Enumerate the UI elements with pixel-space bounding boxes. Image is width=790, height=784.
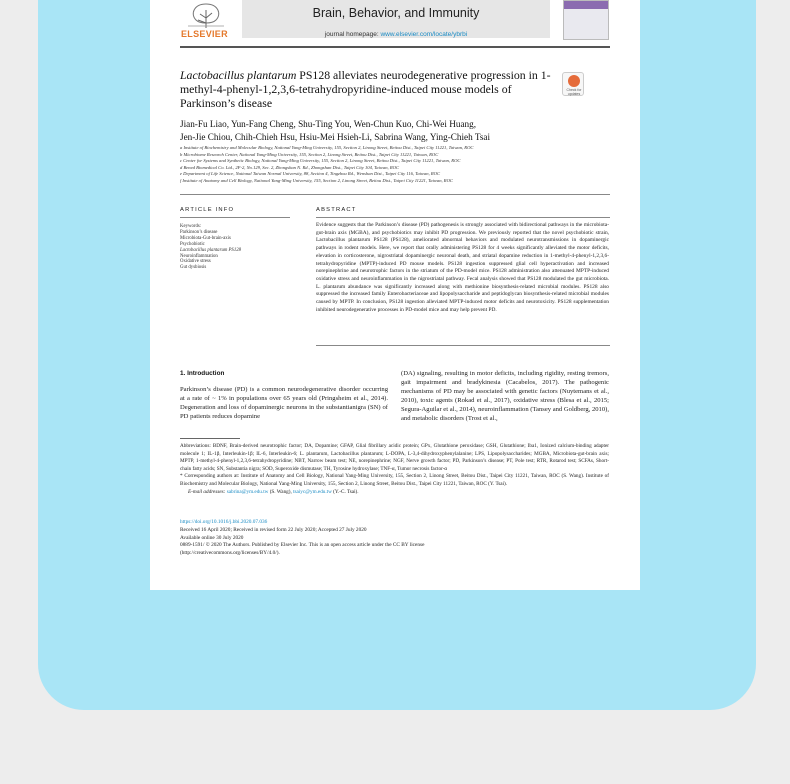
keyword: Microbiota-Gut-brain-axis <box>180 235 231 241</box>
email-owner: (Y.-C. Tsai). <box>331 488 359 495</box>
copyright: 0889-1591/ © 2020 The Authors. Published by Elsevier Inc. This is an open access article under the CC BY license <box>180 542 425 549</box>
header-rule <box>180 46 610 48</box>
affiliations <box>180 145 600 184</box>
divider <box>180 217 290 218</box>
intro-left-column: Parkinson’s disease (PD) is a common neurodegenerative disorder occurring at a rate of ~ 1% in populations over 65 years old (Pringsheim et al., 2014). Degeneration and loss of dopaminergic neurons in the substantianigra (SN) of PD patients reduces dopamine <box>180 386 388 420</box>
footnotes <box>180 443 609 496</box>
received-dates: Received 16 April 2020; Received in revised form 22 July 2020; Accepted 27 July 2020 <box>180 526 367 533</box>
authors-line-2: Jen-Jie Chiou, Chih-Chieh Hsu, Hsiu-Mei Hsieh-Li, Sabrina Wang, Ying-Chieh Tsai <box>180 131 491 142</box>
article-metadata <box>180 519 609 558</box>
email-label: E-mail addresses: <box>188 488 226 495</box>
keyword: Neuroinflammation <box>180 253 218 259</box>
elsevier-tree-logo-icon <box>180 0 232 30</box>
homepage-label: journal homepage: <box>324 31 379 38</box>
journal-title: Brain, Behavior, and Immunity <box>312 6 480 20</box>
doi-link[interactable]: https://doi.org/10.1016/j.bbi.2020.07.036 <box>180 519 268 525</box>
check-for-updates-badge[interactable] <box>562 72 584 96</box>
abstract-heading: ABSTRACT <box>316 207 357 213</box>
affiliation: b Microbiome Research Center, National Yang-Ming University, 155, Section 2, Linong Street, Beitou Dist., Taipei City 11221, Taiwan, ROC <box>180 151 439 157</box>
divider <box>180 194 610 195</box>
article-title <box>180 68 560 111</box>
keywords-label: Keywords: <box>180 224 202 229</box>
paper-page <box>150 0 640 590</box>
journal-homepage <box>242 31 550 38</box>
affiliation: a Institute of Biochemistry and Molecular Biology, National Yang-Ming University, 155, Section 2, Linong Street, Beitou Dist., Taipei City 11221, Taiwan, ROC <box>180 145 474 150</box>
license: (http://creativecommons.org/licenses/BY/4.0/). <box>180 550 280 557</box>
introduction-heading: 1. Introduction <box>180 370 225 377</box>
email-owner: (S. Wang), <box>268 488 294 495</box>
email-link[interactable]: tsaiyc@ym.edu.tw <box>293 488 332 495</box>
title-species: Lactobacillus plantarum <box>180 68 297 82</box>
email-line <box>180 489 609 497</box>
keyword: Lactobacillus plantarum PS128 <box>180 247 242 253</box>
title-rest: PS128 alleviates neurodegenerative progression in 1-methyl-4-phenyl-1,2,3,6-tetrahydropyridine-induced mouse models of Parkinson’s disease <box>180 68 551 111</box>
intro-right-column: (DA) signaling, resulting in motor deficits, including rigidity, resting tremors, gait impairment and bradykinesia (Cacabelos, 2017). The pathogenic mechanisms of PD may be associated with genetic factors (Nuytemans et al., 2010), toxic agents (Rokad et al., 2017), oxidative stress (Blesa et al., 2015; Segura-Aguilar et al., 2014), neuroinflammation (Tansey and Goldberg, 2010), and metabolic disorders (Trost et al., <box>401 370 609 422</box>
article-info-heading: ARTICLE INFO <box>180 207 235 213</box>
keyword: Parkinson’s disease <box>180 229 218 235</box>
authors-line-1: Jian-Fu Liao, Yun-Fang Cheng, Shu-Ting You, Wen-Chun Kuo, Chi-Wei Huang, <box>180 119 477 129</box>
publisher-name: ELSEVIER <box>181 29 228 39</box>
keyword: Gut dysbiosis <box>180 265 207 271</box>
crossmark-icon <box>568 75 580 87</box>
journal-header <box>150 0 640 44</box>
divider <box>316 217 610 218</box>
footnote-rule <box>180 438 240 439</box>
corresponding-authors: * Corresponding authors at: Institute of Anatomy and Cell Biology, National Yang-Ming University, 155, Section 2, Linong Street, Beitou Dist., Taipei City 11221, Taiwan, ROC (S. Wang). Institute of Biochemistry and Molecular Biology, National Yang-Ming University, 155, Section 2, Linong Street, Beitou Dist., Taipei City 11221, Taiwan, ROC (Y. Tsai). <box>180 473 609 487</box>
check-updates-label: Check for updates <box>566 88 582 96</box>
divider <box>316 345 610 346</box>
affiliation: f Institute of Anatomy and Cell Biology, National Yang-Ming University, 155, Section 2, Linong Street, Beitou Dist., Taipei City 11221, Taiwan, ROC <box>180 177 453 183</box>
journal-cover-image <box>563 0 609 40</box>
email-link[interactable]: sabrina@ym.edu.tw <box>226 488 269 495</box>
homepage-link[interactable]: www.elsevier.com/locate/ybrbi <box>380 31 468 38</box>
abstract-text: Evidence suggests that the Parkinson’s disease (PD) pathogenesis is strongly associated with bidirectional pathways in the microbiota-gut-brain axis (MGBA), and psychobiotics may inhibit PD progression. We previously reported that the novel psychobiotic strain, Lactobacillus plantarum PS128 (PS128), ameliorated abnormal behaviors and modulated neurotransmissions in dopaminergic pathways in rodent models. Here, we report that orally administering PS128 for 4 weeks significantly alleviated the motor deficits, elevation in corticosterone, nigrostriatal dopaminergic neuronal death, and striatal dopamine reduction in 1-methyl-4-phenyl-1,2,3,6-tetrahydropyridine (MPTP)-induced PD mouse models. PS128 ingestion suppressed glial cell hyperactivation and increased norepinephrine and neurotrophic factors in the striatum of the PD-model mice. PS128 administration also attenuated MPTP-induced oxidative stress and neuroinflammation in the nigrostriatal pathway. Fecal analysis showed that PS128 modulated the gut microbiota. L. plantarum abundance was significantly increased along with methionine biosynthesis-related microbial modules. PS128 also suppressed the increased family Enterobacteriaceae and lipopolysaccharide and peptidoglycan biosynthesis-related microbial modules caused by MPTP. In conclusion, PS128 ingestion alleviated MPTP-induced motor deficits and neurotoxicity. PS128 supplementation inhibited neurodegenerative processes in PD-model mice and may help prevent PD. <box>316 222 609 313</box>
affiliation: e Department of Life Science, National Taiwan Normal University, 88, Section 4, Tingzhou Rd., Wenshan Dist., Taipei City 116, Taiwan, ROC <box>180 171 441 176</box>
available-online: Available online 30 July 2020 <box>180 534 244 541</box>
keyword: Oxidative stress <box>180 259 211 265</box>
abbreviations: Abbreviations: BDNF, Brain-derived neurotrophic factor; DA, Dopamine; GFAP, Glial fibrillary acidic protein; GPx, Glutathione peroxidase; GSH, Glutathione; Iba1, Ionized calcium-binding adapter molecule 1; IL-1β, Interleukin-1β; IL-6, Interleukin-6; L. plantarum, Lactobacillus plantarum; L-DOPA, L-3,4-dihydroxyphenylalanine; LPS, Lipopolysaccharides; MGBA, Microbiota-gut-brain axis; MPTP, 1-methyl-4-phenyl-1,2,3,6-tetrahydropyridine; NBT, Narrow beam test; NE, norepinephrine; NGF, Nerve growth factor; PD, Parkinson’s disease; PT, Pole test; RTR, Rotarod test; SCFAs, Short-chain fatty acids; SN, Substantia nigra; SOD, Superoxide dismutase; TH, Tyrosine hydroxylase; TNF-α, Tumor necrosis factor-α <box>180 443 609 472</box>
affiliation: d Bened Biomedical Co. Ltd., 2F-2, No.129, Sec. 2, Zhongshan N. Rd., Zhongshan Dist., Taipei City 104, Taiwan, ROC <box>180 164 400 170</box>
keywords-list <box>180 224 290 271</box>
keyword: Psychobiotic <box>180 241 205 247</box>
author-list <box>180 118 600 143</box>
affiliation: c Center for Systems and Synthetic Biology, National Yang-Ming University, 155, Section 2, Linong Street, Beitou Dist., Taipei City 11221, Taiwan, ROC <box>180 158 461 163</box>
